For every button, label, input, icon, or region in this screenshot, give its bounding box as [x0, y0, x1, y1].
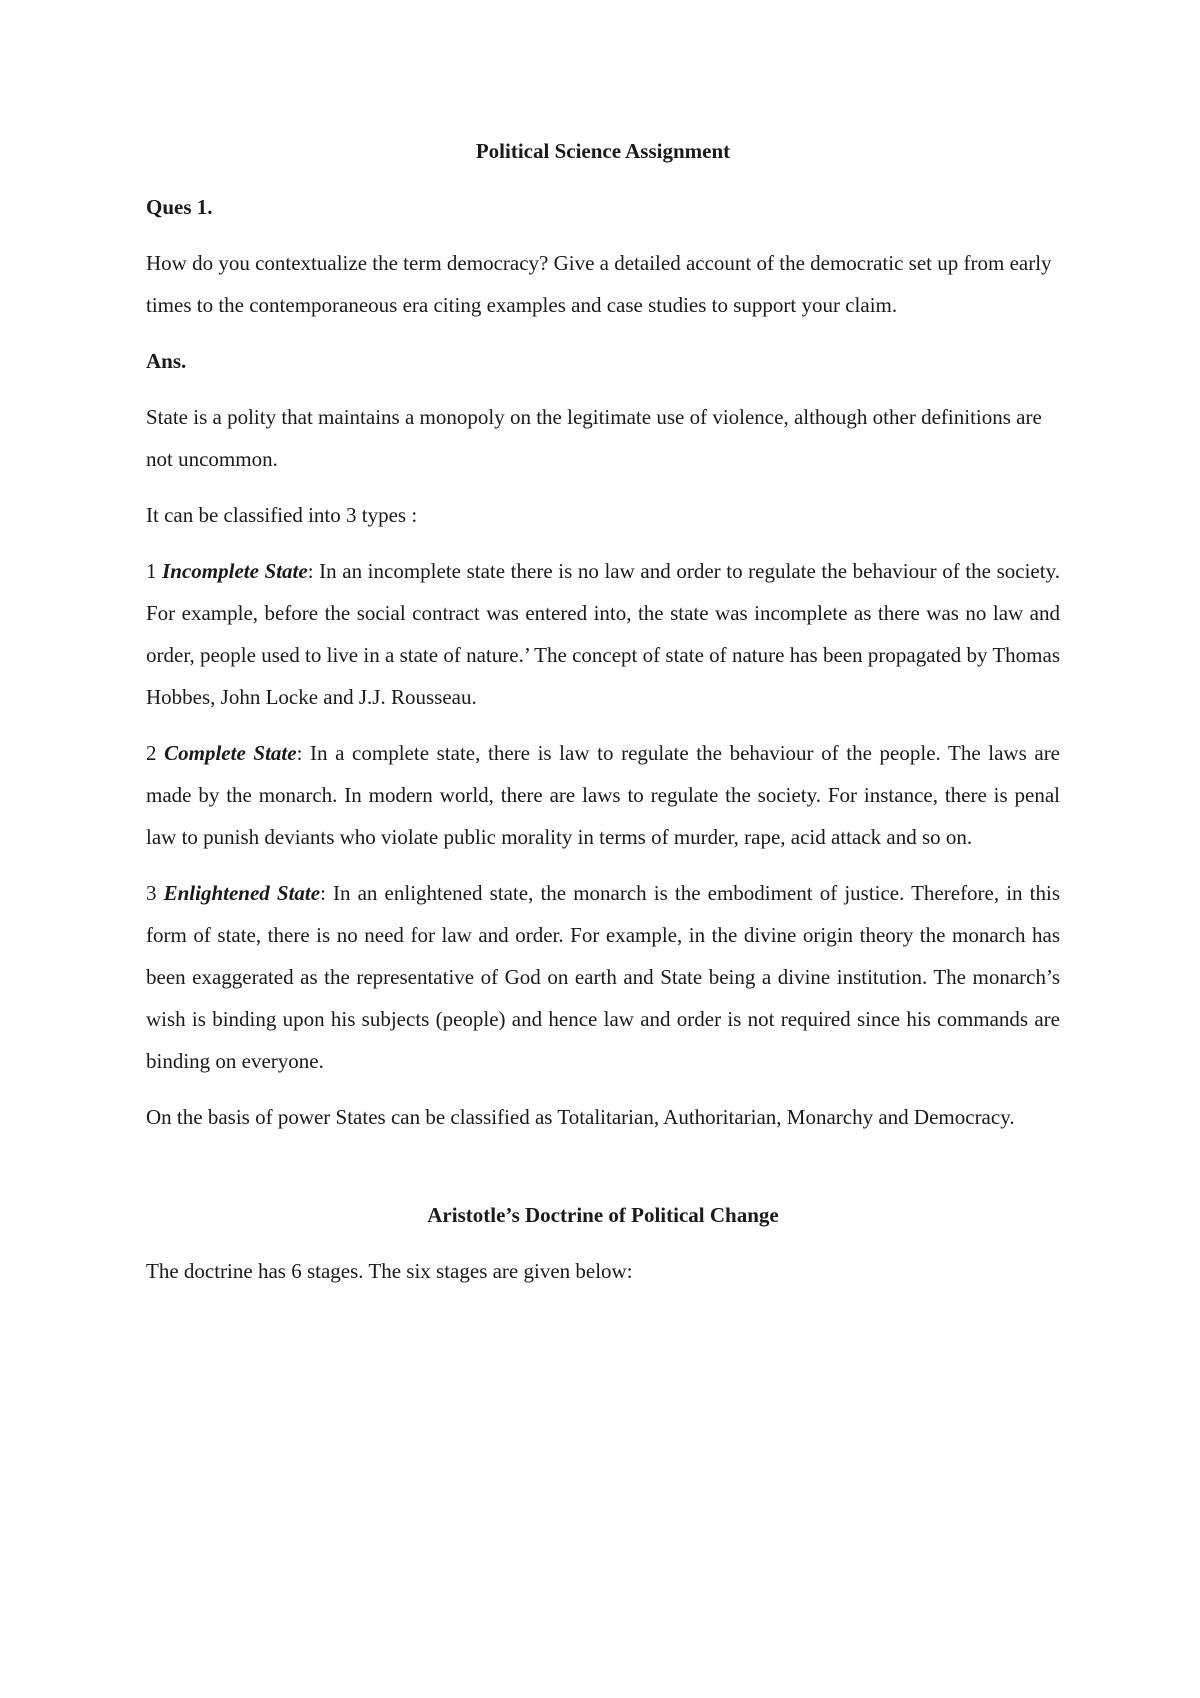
state-type-complete [146, 732, 1060, 858]
state-type-incomplete [146, 550, 1060, 718]
state-type-term: Complete State [164, 741, 297, 765]
section-intro: The doctrine has 6 stages. The six stages are given below: [146, 1259, 633, 1283]
question-text: How do you contextualize the term democracy? Give a detailed account of the democratic set up from early times to the contemporaneous era citing examples and case studies to support your claim. [146, 251, 1052, 317]
state-type-number: 3 [146, 881, 157, 905]
state-type-description: : In a complete state, there is law to regulate the behaviour of the people. The laws are made by the monarch. In modern world, there are laws to regulate the society. For instance, there is penal law to punish deviants who violate public morality in terms of murder, rape, acid attack and so on. [146, 741, 1061, 849]
question-label: Ques 1. [146, 195, 213, 219]
section-title: Aristotle’s Doctrine of Political Change [427, 1203, 779, 1227]
state-type-number: 1 [146, 559, 157, 583]
document-page [146, 130, 1060, 1306]
state-type-term: Enlightened State [163, 881, 321, 905]
state-type-term: Incomplete State [162, 559, 308, 583]
answer-intro: State is a polity that maintains a monopoly on the legitimate use of violence, although other definitions are not uncommon. [146, 405, 1042, 471]
state-type-number: 2 [146, 741, 157, 765]
answer-label: Ans. [146, 349, 187, 373]
state-type-description: : In an incomplete state there is no law and order to regulate the behaviour of the society. For example, before the social contract was entered into, the state was incomplete as there was no law and order, people used to live in a state of nature.’ The concept of state of nature has been propagated by Thomas Hobbes, John Locke and J.J. Rousseau. [146, 559, 1060, 709]
classification-intro: It can be classified into 3 types : [146, 503, 418, 527]
power-classification: On the basis of power States can be classified as Totalitarian, Authoritarian, Monarchy and Democracy. [146, 1105, 1015, 1129]
state-type-description: : In an enlightened state, the monarch is the embodiment of justice. Therefore, in this form of state, there is no need for law and order. For example, in the divine origin theory the monarch has been exaggerated as the representative of God on earth and State being a divine institution. The monarch’s wish is binding upon his subjects (people) and hence law and order is not required since his commands are binding on everyone. [146, 881, 1061, 1073]
state-type-enlightened [146, 872, 1060, 1082]
document-title: Political Science Assignment [475, 139, 731, 163]
